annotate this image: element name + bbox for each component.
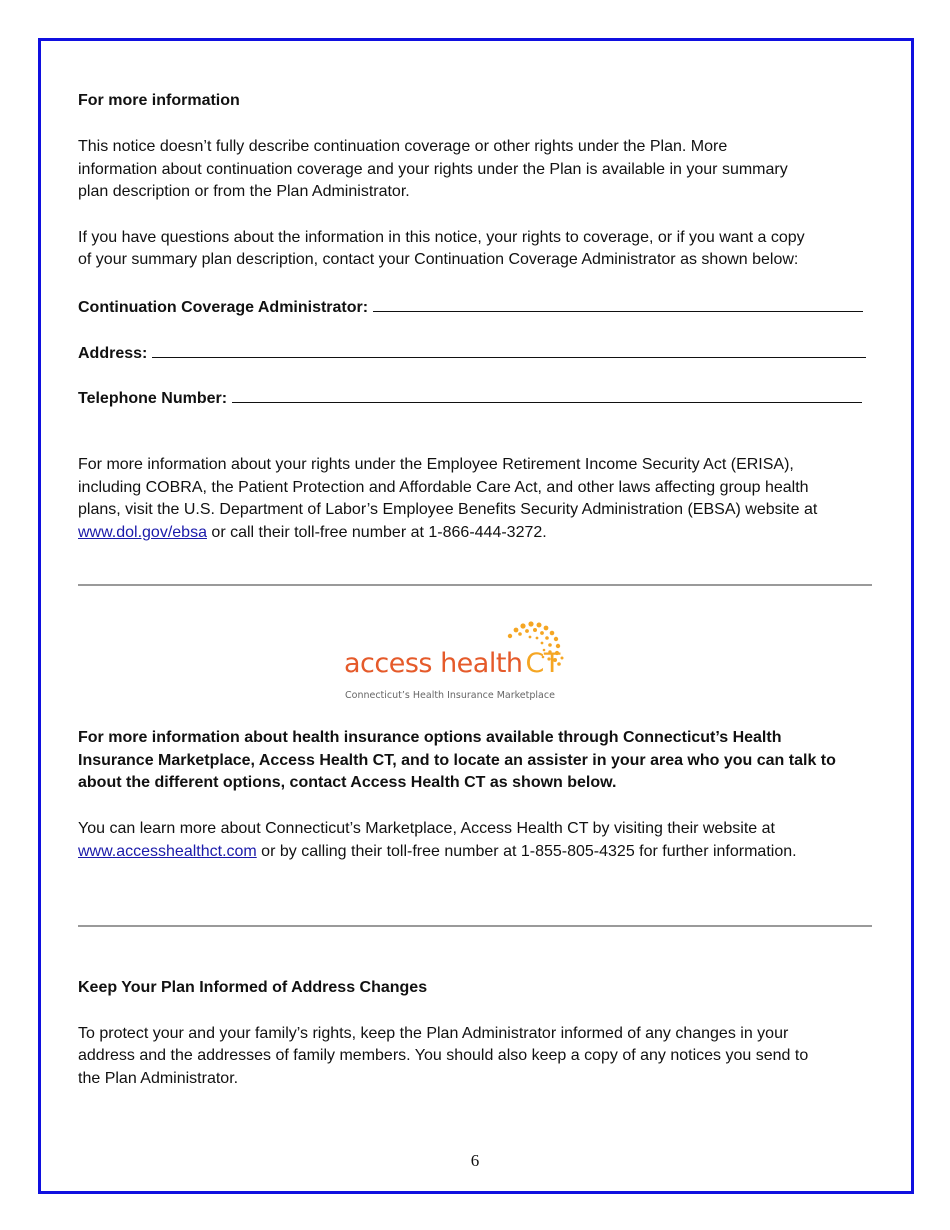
- paragraph-line: For more information about your rights under the Employee Retirement Income Security Act (ERISA),: [78, 456, 794, 473]
- telephone-field: [78, 386, 862, 411]
- paragraph-line: of your summary plan description, contact your Continuation Coverage Administrator as shown below:: [78, 251, 799, 268]
- paragraph-line: address and the addresses of family members. You should also keep a copy of any notices you send to: [78, 1047, 809, 1064]
- paragraph-line: [78, 522, 547, 545]
- paragraph-line: about the different options, contact Access Health CT as shown below.: [78, 774, 617, 791]
- paragraph-line: the Plan Administrator.: [78, 1070, 239, 1087]
- page-number: 6: [470, 1151, 480, 1170]
- paragraph-line: Insurance Marketplace, Access Health CT, and to locate an assister in your area who you can talk to: [78, 752, 836, 769]
- administrator-label: Continuation Coverage Administrator:: [78, 299, 369, 316]
- paragraph-line: plans, visit the U.S. Department of Labor’s Employee Benefits Security Administration (EBSA) website at: [78, 501, 818, 518]
- paragraph-line: If you have questions about the information in this notice, your rights to coverage, or if you want a copy: [78, 229, 805, 246]
- dol-ebsa-link[interactable]: www.dol.gov/ebsa: [78, 524, 207, 541]
- paragraph-line: [78, 841, 797, 864]
- erisa-tail-text: or call their toll-free number at 1-866-444-3272.: [206, 524, 547, 541]
- access-health-ct-logo: [342, 618, 602, 708]
- paragraph-line: including COBRA, the Patient Protection and Affordable Care Act, and other laws affecting group health: [78, 479, 809, 496]
- paragraph-line: To protect your and your family’s rights, keep the Plan Administrator informed of any changes in your: [78, 1025, 789, 1042]
- page-border: [38, 38, 914, 1194]
- horizontal-divider: [78, 584, 872, 586]
- section-heading-more-info: For more information: [78, 92, 240, 109]
- section-heading-address-changes: Keep Your Plan Informed of Address Changes: [78, 979, 428, 996]
- horizontal-divider: [78, 925, 872, 927]
- logo-accent: CT: [525, 648, 560, 679]
- administrator-field: [78, 295, 863, 320]
- address-label: Address:: [78, 345, 148, 362]
- telephone-label: Telephone Number:: [78, 390, 228, 407]
- address-blank-line[interactable]: [152, 341, 866, 358]
- logo-word: access health: [344, 648, 523, 679]
- paragraph-line: plan description or from the Plan Administrator.: [78, 183, 410, 200]
- address-field: [78, 341, 866, 366]
- paragraph-line: For more information about health insurance options available through Connecticut’s Health: [78, 729, 782, 746]
- paragraph-line: information about continuation coverage and your rights under the Plan is available in your summary: [78, 161, 788, 178]
- administrator-blank-line[interactable]: [373, 295, 863, 312]
- access-health-link[interactable]: www.accesshealthct.com: [78, 843, 257, 860]
- access-health-tail-text: or by calling their toll-free number at 1-855-805-4325 for further information.: [256, 843, 797, 860]
- paragraph-line: You can learn more about Connecticut’s Marketplace, Access Health CT by visiting their website at: [78, 820, 775, 837]
- logo-tagline: Connecticut’s Health Insurance Marketplace: [345, 690, 555, 701]
- logo-wordmark: [344, 648, 560, 679]
- telephone-blank-line[interactable]: [232, 386, 862, 403]
- paragraph-line: This notice doesn’t fully describe continuation coverage or other rights under the Plan. More: [78, 138, 728, 155]
